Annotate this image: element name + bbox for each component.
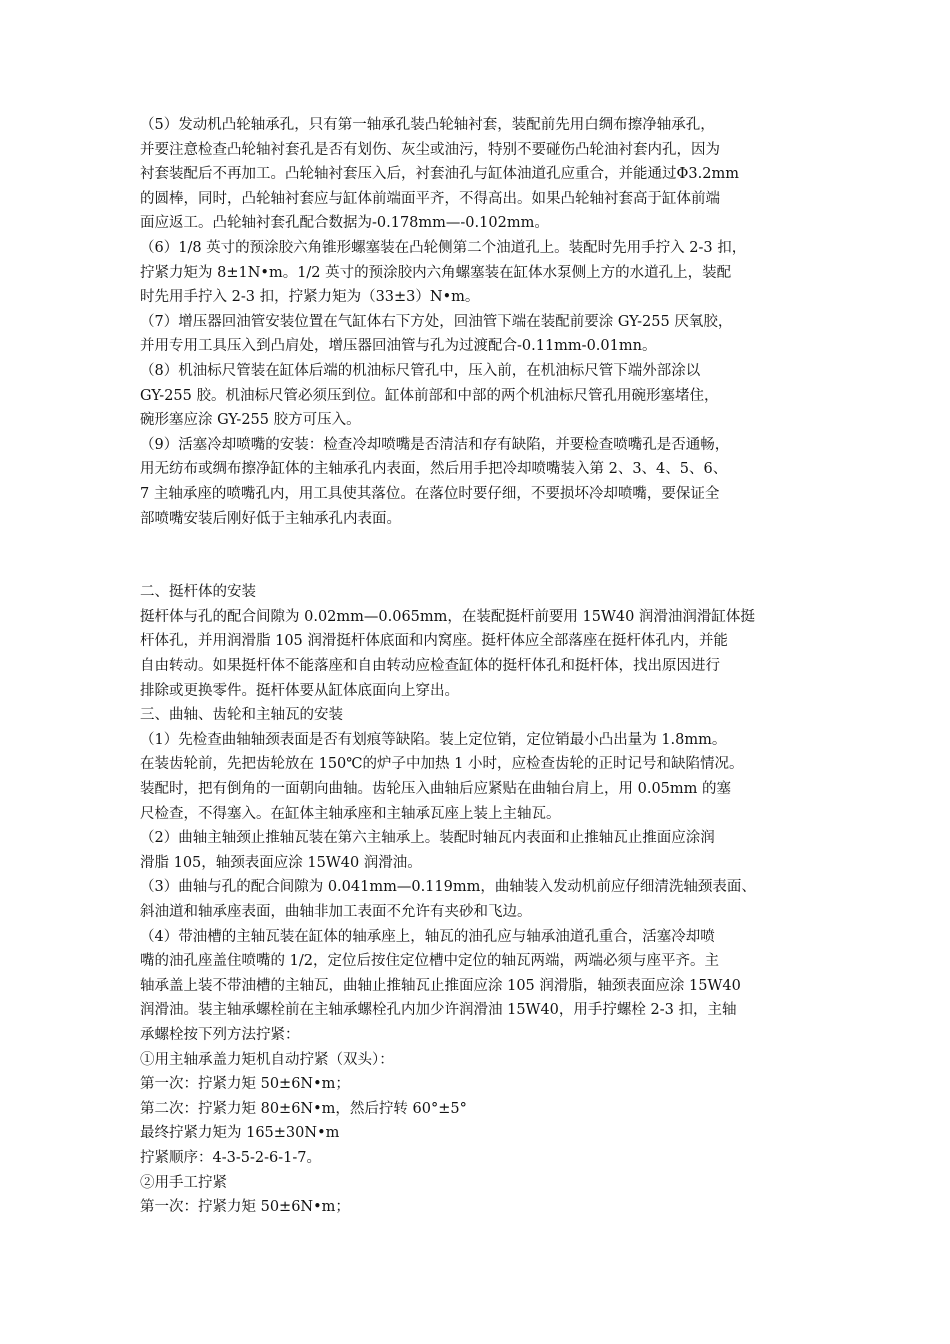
text-line: 用无纺布或绸布擦净缸体的主轴承孔内表面，然后用手把冷却喷嘴装入第 2、3、4、5、6、	[140, 461, 728, 478]
text-line: （4）带油槽的主轴瓦装在缸体的轴承座上，轴瓦的油孔应与轴承油道孔重合，活塞冷却喷	[140, 928, 715, 945]
text-line: 第二次：拧紧力矩 80±6N•m，然后拧转 60°±5°	[140, 1100, 467, 1117]
text-line: 面应返工。凸轮轴衬套孔配合数据为-0.178mm—-0.102mm。	[140, 215, 549, 232]
text-line: （5）发动机凸轮轴承孔，只有第一轴承孔装凸轮轴衬套，装配前先用白绸布擦净轴承孔，	[140, 117, 715, 133]
text-line: （9）活塞冷却喷嘴的安装：检查冷却喷嘴是否清洁和存有缺陷，并要检查喷嘴孔是否通畅，	[140, 436, 730, 453]
text-line: 的圆棒，同时，凸轮轴衬套应与缸体前端面平齐，不得高出。如果凸轮轴衬套高于缸体前端	[140, 190, 720, 207]
text-line: 7 主轴承座的喷嘴孔内，用工具使其落位。在落位时要仔细，不要损坏冷却喷嘴，要保证全	[140, 485, 720, 502]
text-line: 并用专用工具压入到凸肩处，增压器回油管与孔为过渡配合-0.11mm-0.01mn。	[140, 338, 657, 355]
text-line: 时先用手拧入 2-3 扣，拧紧力矩为（33±3）N•m。	[140, 289, 480, 306]
text-line: 斜油道和轴承座表面，曲轴非加工表面不允许有夹砂和飞边。	[140, 904, 532, 920]
text-line: 最终拧紧力矩为 165±30N•m	[140, 1125, 340, 1142]
text-line: 拧紧顺序：4-3-5-2-6-1-7。	[140, 1149, 321, 1166]
text-line: 衬套装配后不再加工。凸轮轴衬套压入后，衬套油孔与缸体油道孔应重合，并能通过Φ3.2mm	[140, 166, 739, 183]
text-line: 拧紧力矩为 8±1N•m。1/2 英寸的预涂胶内六角螺塞装在缸体水泵侧上方的水道孔上，装配	[140, 264, 732, 281]
text-line: （7）增压器回油管安装位置在气缸体右下方处，回油管下端在装配前要涂 GY-255 厌氧胶，	[140, 313, 733, 330]
text-line: （8）机油标尺管装在缸体后端的机油标尺管孔中，压入前，在机油标尺管下端外部涂以	[140, 362, 701, 379]
text-line: 滑脂 105，轴颈表面应涂 15W40 润滑油。	[140, 854, 422, 871]
text-line: （2）曲轴主轴颈止推轴瓦装在第六主轴承上。装配时轴瓦内表面和止推轴瓦止推面应涂润	[140, 830, 715, 847]
text-line: 并要注意检查凸轮轴衬套孔是否有划伤、灰尘或油污，特别不要碰伤凸轮油衬套内孔，因为	[140, 141, 720, 158]
text-line: 在装齿轮前，先把齿轮放在 150℃的炉子中加热 1 小时，应检查齿轮的正时记号和缺陷情况。	[140, 756, 744, 773]
text-line: 碗形塞应涂 GY-255 胶方可压入。	[140, 412, 361, 429]
text-line: 排除或更换零件。挺杆体要从缸体底面向上穿出。	[140, 682, 459, 699]
text-line: 部喷嘴安装后刚好低于主轴承孔内表面。	[140, 510, 401, 527]
text-line: 嘴的油孔座盖住喷嘴的 1/2，定位后按住定位槽中定位的轴瓦两端，两端必须与座平齐。主	[140, 953, 719, 970]
text-line: 装配时，把有倒角的一面朝向曲轴。齿轮压入曲轴后应紧贴在曲轴台肩上，用 0.05mm 的塞	[140, 781, 731, 798]
text-line: 挺杆体与孔的配合间隙为 0.02mm—0.065mm，在装配挺杆前要用 15W40 润滑油润滑缸体挺	[140, 608, 755, 625]
text-line: 第一次：拧紧力矩 50±6N•m；	[140, 1199, 350, 1216]
text-line: 承螺栓按下列方法拧紧：	[140, 1026, 300, 1043]
text-line: 自由转动。如果挺杆体不能落座和自由转动应检查缸体的挺杆体孔和挺杆体，找出原因进行	[140, 658, 720, 675]
text-line: （1）先检查曲轴轴颈表面是否有划痕等缺陷。装上定位销，定位销最小凸出量为 1.8mm。	[140, 731, 727, 748]
text-line: 轴承盖上装不带油槽的主轴瓦，曲轴止推轴瓦止推面应涂 105 润滑脂，轴颈表面应涂 15W40	[140, 977, 741, 994]
document-page	[140, 113, 820, 1220]
blank-line	[140, 531, 820, 556]
text-line: GY-255 胶。机油标尺管必须压到位。缸体前部和中部的两个机油标尺管孔用碗形塞堵住，	[140, 387, 719, 404]
text-line: 第一次：拧紧力矩 50±6N•m；	[140, 1076, 350, 1093]
text-line: ①用主轴承盖力矩机自动拧紧（双头）：	[140, 1051, 394, 1068]
text-line: 尺检查，不得塞入。在缸体主轴承座和主轴承瓦座上装上主轴瓦。	[140, 805, 561, 822]
text-line: （6）1/8 英寸的预涂胶六角锥形螺塞装在凸轮侧第二个油道孔上。装配时先用手拧入 2-3 扣，	[140, 239, 747, 256]
text-line: 润滑油。装主轴承螺栓前在主轴承螺栓孔内加少许润滑油 15W40，用手拧螺栓 2-3 扣，主轴	[140, 1002, 737, 1019]
blank-line	[140, 556, 820, 581]
text-line: ②用手工拧紧	[140, 1174, 227, 1191]
text-line: 二、挺杆体的安装	[140, 584, 256, 601]
text-line: 杆体孔，并用润滑脂 105 润滑挺杆体底面和内窝座。挺杆体应全部落座在挺杆体孔内，并能	[140, 633, 728, 650]
text-line: 三、曲轴、齿轮和主轴瓦的安装	[140, 707, 343, 724]
text-line: （3）曲轴与孔的配合间隙为 0.041mm—0.119mm，曲轴装入发动机前应仔细清洗轴颈表面、	[140, 879, 756, 896]
